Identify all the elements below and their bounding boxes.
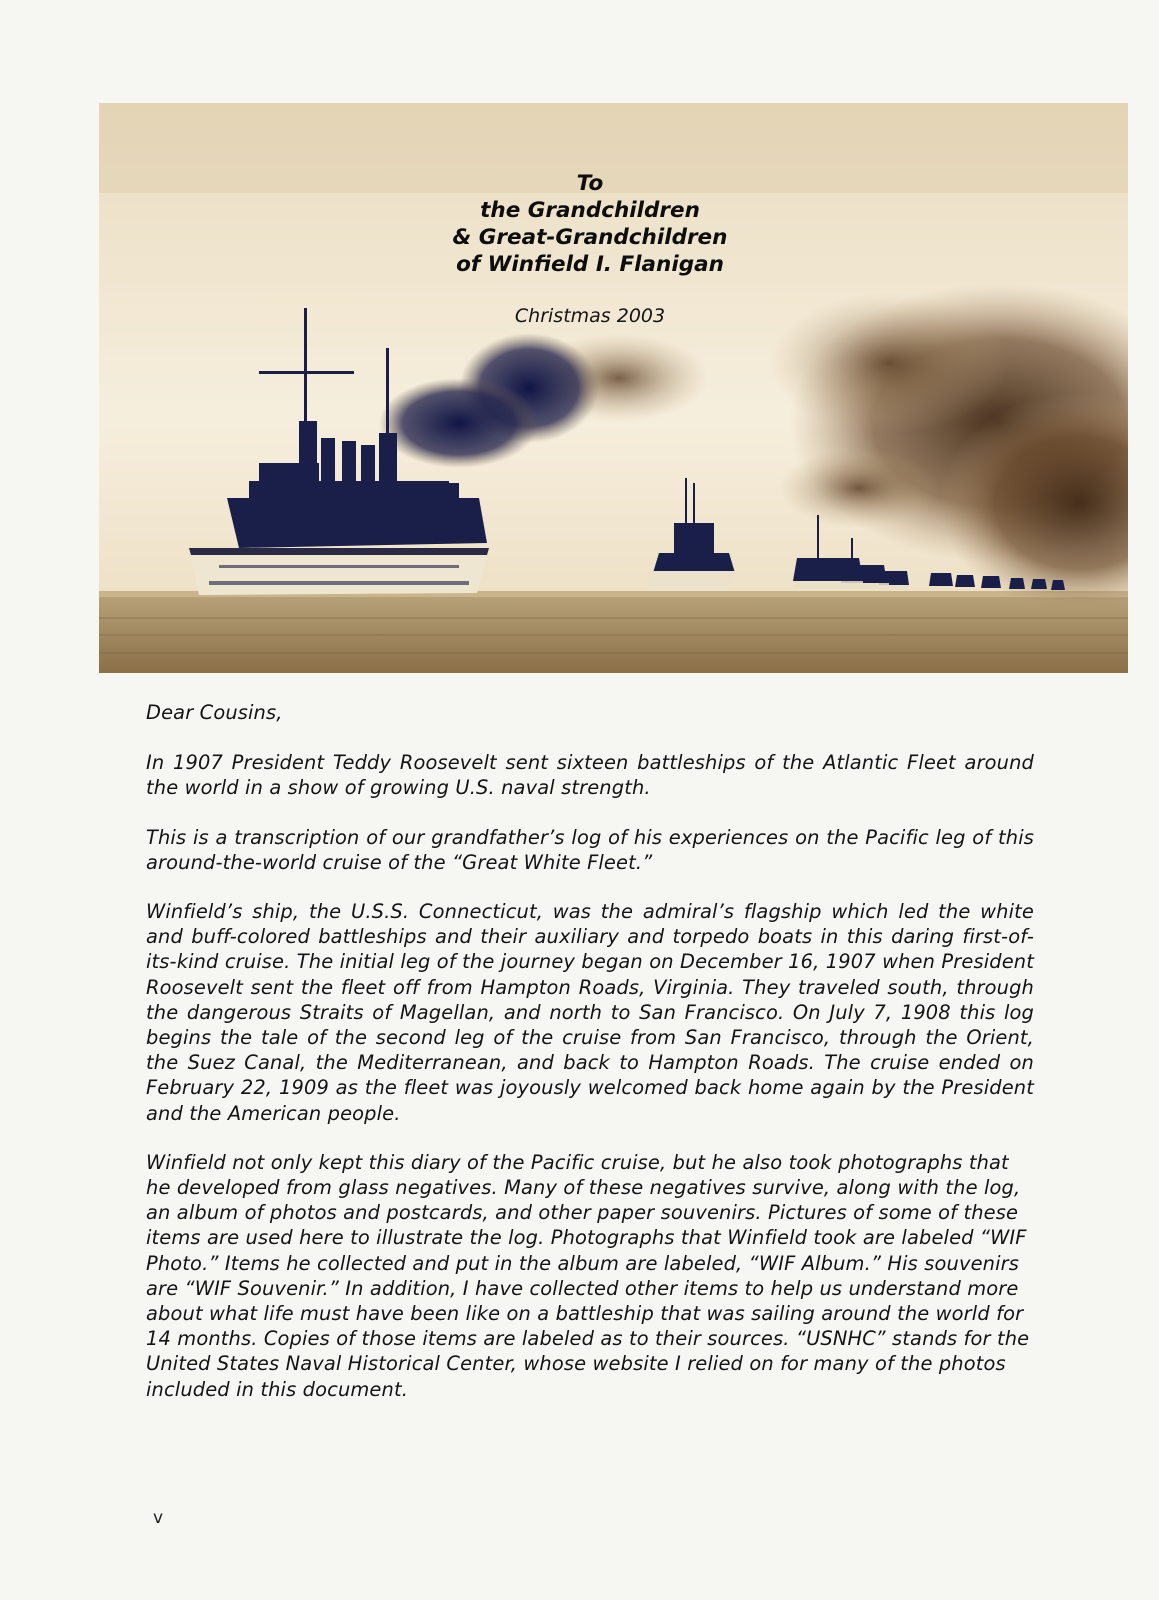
dedication-line: of Winfield I. Flanigan bbox=[456, 252, 724, 277]
letter-paragraph: This is a transcription of our grandfather’s log of his experiences on the Pacific leg of this around-the-world cruise of the “Great White Fleet.” bbox=[146, 825, 1034, 874]
dedication-line: & Great-Grandchildren bbox=[452, 225, 728, 250]
letter-paragraph: Winfield not only kept this diary of the Pacific cruise, but he also took photographs that he developed from glass negatives. Many of these negatives survive, along with the log, an album of photos and postcards, and other paper souvenirs. Pictures of some of these items are used here to illustrate the log. Photographs that Winfield took are labeled “WIF Photo.” Items he collected and put in the album are labeled, “WIF Album.” His souvenirs are “WIF Souvenir.” In addition, I have collected other items to help us understand more about what life must have been like on a battleship that was sailing around the world for 14 months. Copies of those items are labeled as to their sources. “USNHC” stands for the United States Naval Historical Center, whose website I relied on for many of the photos included in this document. bbox=[146, 1150, 1030, 1401]
letter-paragraph: In 1907 President Teddy Roosevelt sent sixteen battleships of the Atlantic Fleet around the world in a show of growing U.S. naval strength. bbox=[146, 751, 1034, 800]
letter-body bbox=[146, 700, 1034, 1426]
letter-paragraph: Winfield’s ship, the U.S.S. Connecticut, was the admiral’s flagship which led the white and buff-colored battleships and their auxiliary and torpedo boats in this daring first-of-its-kind cruise. The initial leg of the journey began on December 16, 1907 when President Roosevelt sent the fleet off from Hampton Roads, Virginia. They traveled south, through the dangerous Straits of Magellan, and north to San Francisco. On July 7, 1908 this log begins the tale of the second leg of the cruise from San Francisco, through the Orient, the Suez Canal, the Mediterranean, and back to Hampton Roads. The cruise ended on February 22, 1909 as the fleet was joyously welcomed back home again by the President and the American people. bbox=[146, 900, 1034, 1125]
letter-greeting: Dear Cousins, bbox=[146, 701, 283, 724]
dedication-block bbox=[360, 170, 820, 278]
dedication-date: Christmas 2003 bbox=[514, 305, 666, 327]
dedication-line: To bbox=[576, 171, 604, 196]
dedication-line: the Grandchildren bbox=[480, 198, 700, 223]
page-number: v bbox=[153, 1508, 164, 1528]
